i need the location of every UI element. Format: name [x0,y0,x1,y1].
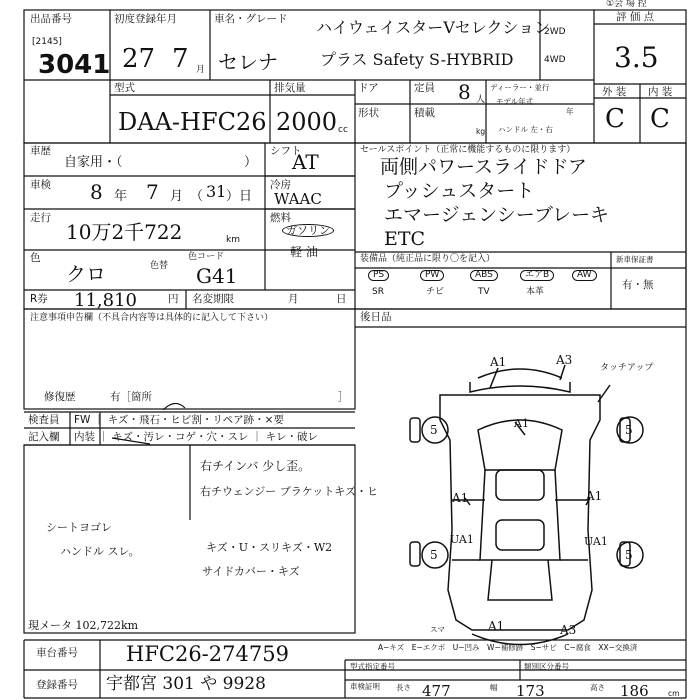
model-label: 型式 [114,82,135,94]
color-change-label: 色替 [150,261,169,271]
height-unit: cm [668,689,680,698]
inspection-day-open: （ [190,189,204,204]
fuel-gasoline: ガソリン [282,224,334,237]
inspector-note-4: ハンドル スレ。 [60,545,140,558]
drive-2wd: 2WD [544,27,566,37]
loading-unit: kg [476,127,486,136]
inspector-label-2: 記入欄 [28,431,60,443]
interior-grade: C [650,104,670,134]
equip-tv: TV [478,287,490,297]
diagram-mark-sma: スマ [430,625,445,634]
diagram-mark-wheel-fl: 5 [430,423,438,437]
diagram-mark-front-a3: A3 [556,353,573,367]
warranty-value: 有・無 [622,279,654,291]
retrofit-label: 後日品 [360,311,392,323]
first-reg-label: 初度登録年月 [114,13,177,25]
inspector-note-5: キズ・U・スリキズ・W2 [206,541,333,554]
displacement-unit: cc [338,125,348,135]
rating-label: 評 価 点 [616,11,655,23]
width-value: 173 [516,682,545,700]
loading-label: 積載 [414,107,435,119]
usage-value: 自家用・（ [64,155,123,170]
registration-number: 宇都宮 301 や 9928 [106,674,266,694]
inspector-note-2: 右チウェンジー ブラケットキズ・ヒ [200,485,379,498]
diagram-mark-wheel-rl: 5 [430,548,438,562]
diagram-mark-hood-a1: A1 [514,417,529,430]
recycle-unit: 円 [168,293,179,305]
lot-sub-number: [2145] [32,37,62,47]
shift-label: シフト [270,145,302,157]
inspector-row-2: 内装 ｜ キズ・汚レ・コゲ・穴・スレ ｜ キレ・破レ [74,431,319,443]
diagram-mark-rear-a3: A3 [560,623,577,637]
expiry-label: 名変期限 [192,293,234,305]
height-value: 186 [620,682,649,700]
displacement-label: 排気量 [274,82,306,94]
length-label: 長さ [396,683,411,692]
car-name: セレナ [218,50,278,74]
sales-points-label: セールスポイント（正常に機能するものに限ります） [360,145,576,155]
capacity-value: 8 [458,80,471,104]
mileage-label: 走行 [30,212,51,224]
first-reg-month: 7 [172,44,189,74]
mileage-value: 10万2千722 [66,220,183,244]
inspector-label-1: 検査員 [28,414,60,426]
diagram-mark-right-a1: A1 [586,489,603,503]
displacement-value: 2000 [276,108,338,136]
notes-label: 注意事項申告欄（不具合内容等は具体的に記入して下さい） [30,313,274,323]
sales-point-2: プッシュスタート [384,180,535,202]
shift-value: AT [292,150,319,174]
registration-label: 登録番号 [36,679,78,691]
color-code: G41 [196,264,238,288]
usage-close: ） [244,155,258,170]
chassis-label: 車台番号 [36,647,78,659]
car-name-label: 車名・グレード [214,13,288,25]
sales-point-4: ETC [384,228,426,250]
diagram-mark-left-ua1: UA1 [450,533,474,546]
equipment-label: 装備品（純正品に限り〇を記入） [360,254,496,264]
color-label: 色 [30,252,41,264]
category-number-label: 類別区分番号 [524,662,569,671]
inspection-day: 31 [206,182,227,201]
inspection-year-unit: 年 [114,189,128,204]
inspection-month: 7 [146,180,159,204]
fuel-diesel: 軽 油 [290,245,318,259]
current-mileage: 現メータ 102,722km [28,619,139,632]
doors-label: ドア [358,82,379,94]
repair-label: 修復歴 [44,391,76,403]
handle-label: ハンドル 左・右 [498,125,553,134]
repair-close: ］ [338,391,349,403]
diagram-mark-left-a1: A1 [452,491,469,505]
ac-label: 冷房 [270,179,291,191]
car-diagram [410,365,643,645]
grade-line-2: プラス Safety S-HYBRID [320,50,514,69]
warranty-label: 新車保証書 [616,255,654,264]
first-reg-year: 27 [122,44,156,74]
height-label: 高さ [590,683,605,692]
grade-line-1: ハイウェイスターVセレクション [316,18,551,37]
color-value: クロ [66,262,106,286]
damage-legend: A−キズ E−エクボ U−凹み W−補修跡 S−サビ C−腐食 XX−交換済 [378,643,638,652]
equip-ps: PS [368,270,389,281]
equip-sr: SR [372,287,384,297]
cert-label: 車検証明 [350,682,380,691]
ac-value: WAAC [274,190,322,208]
sales-point-3: エマージェンシーブレーキ [384,204,610,226]
equip-leather: 本革 [526,287,545,297]
recycle-label: R券 [30,293,48,305]
equip-aw: AW [572,270,597,281]
exterior-grade: C [605,104,625,134]
length-value: 477 [422,682,451,700]
diagram-mark-wheel-fr: 5 [625,423,633,437]
type-number-label: 型式指定番号 [350,662,395,671]
shape-label: 形状 [358,107,379,119]
equip-tv-small: チビ [426,287,445,297]
inspection-month-unit: 月 [170,189,184,204]
capacity-unit: 人 [476,95,486,105]
diagram-mark-touchup: タッチアップ [600,363,654,373]
dealer-label: ディーラー・並行 [490,83,550,92]
diagram-mark-right-ua1: UA1 [584,535,608,548]
expiry-month-unit: 月 [288,293,299,305]
lot-number: 3041 [38,50,111,80]
color-code-label: 色コード [188,252,225,262]
recycle-value: 11,810 [74,290,137,311]
first-reg-month-unit: 月 [196,65,206,75]
inspection-day-close: ）日 [226,189,253,204]
equip-airbag: エアB [520,270,554,281]
diagram-mark-front-a1: A1 [490,355,507,369]
sales-point-1: 両側パワースライドドア [380,156,587,178]
equip-abs: ABS [470,270,498,281]
expiry-day-unit: 日 [336,293,347,305]
diagram-mark-rear-a1: A1 [488,619,505,633]
chassis-number: HFC26-274759 [126,642,289,666]
inspection-year: 8 [90,180,103,204]
usage-label: 車歴 [30,145,51,157]
exterior-label: 外 装 [602,86,627,98]
mileage-unit: km [226,235,240,245]
drive-4wd: 4WD [544,55,566,65]
venue-label: ①会 場 控 [606,0,647,9]
interior-label: 内 装 [648,86,673,98]
model-year-unit: 年 [566,107,574,116]
rating-score: 3.5 [614,41,659,74]
inspector-note-6: サイドカバー・キズ [202,565,300,578]
model-code: DAA-HFC26 [118,108,267,136]
model-year-label: モデル年式 [496,97,534,106]
equip-pw: PW [420,270,444,281]
lot-label: 出品番号 [30,13,72,25]
inspector-note-1: 右チインバ 少し歪。 [200,459,311,473]
width-label: 幅 [490,683,498,692]
repair-value: 有［箇所 [110,391,152,403]
inspector-row-1: FW ｜ キズ・飛石・ヒビ割・リペア跡・×要 [74,414,284,426]
inspection-label: 車検 [30,179,51,191]
fuel-label: 燃料 [270,212,291,224]
capacity-label: 定員 [414,82,435,94]
diagram-mark-wheel-rr: 5 [625,548,633,562]
inspector-note-3: シートヨゴレ [46,521,112,534]
